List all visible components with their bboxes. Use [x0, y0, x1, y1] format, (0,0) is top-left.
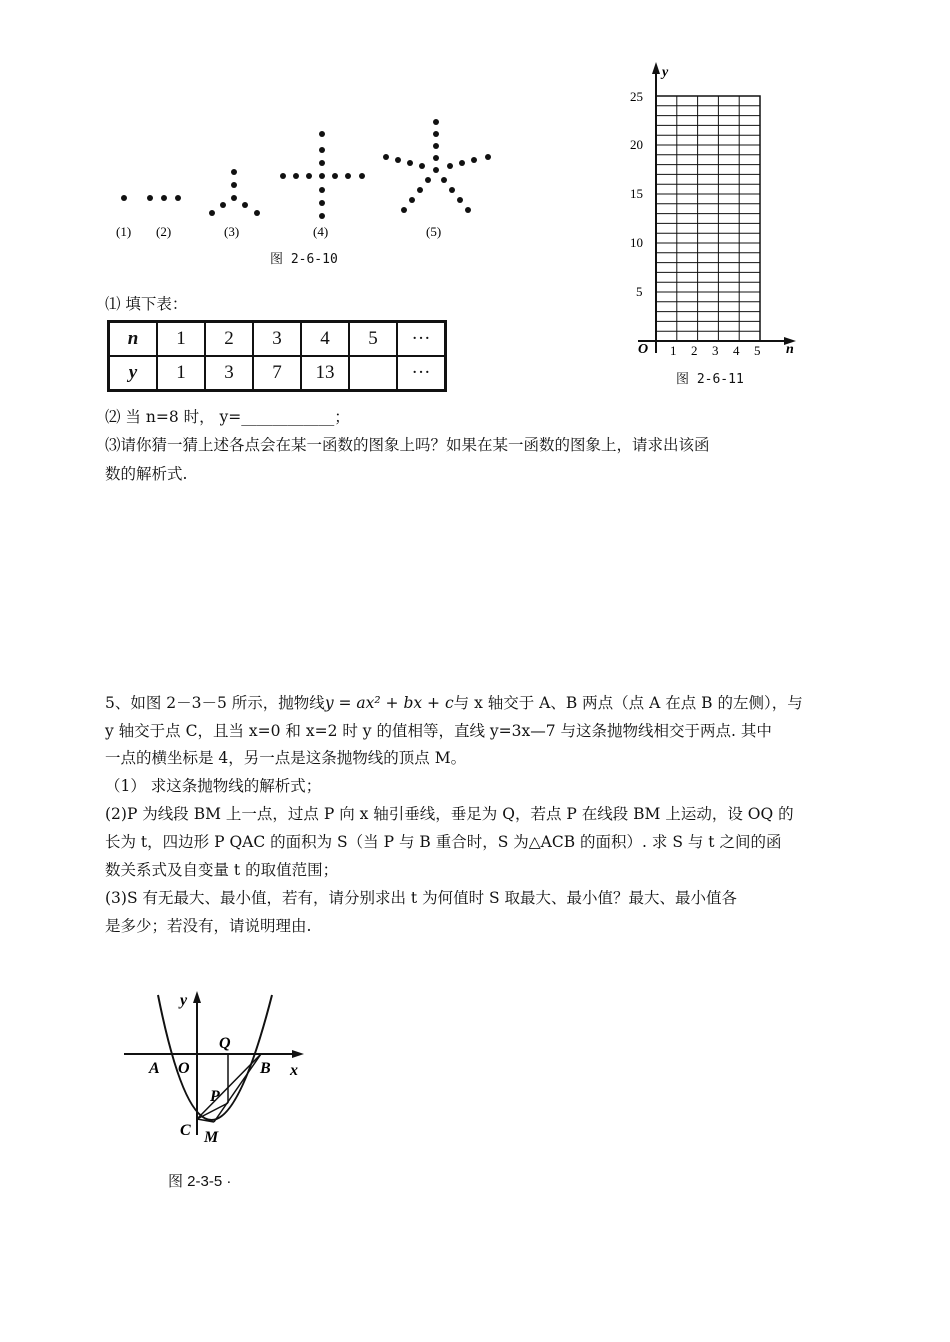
q5-line2: y 轴交于点 C，且当 x=0 和 x=2 时 y 的值相等，直线 y=3x—7 与这条抛物线相交于两点. 其中 — [105, 722, 772, 740]
table-cell: 7 — [253, 356, 301, 391]
figure-caption-2-3-5: 图 2-3-5 · — [168, 1173, 232, 1190]
y-tick-25: 25 — [630, 89, 643, 104]
table-cell: 3 — [253, 322, 301, 357]
grid-figure — [620, 58, 810, 358]
q4-part1: ⑴ 填下表： — [105, 295, 188, 313]
pattern-label-1: (1) — [116, 224, 132, 239]
fill-in-table — [107, 320, 447, 392]
table-row-n — [109, 322, 446, 357]
figure-caption-2-6-10: 图 2-6-10 — [270, 252, 338, 267]
q4-part3-line2: 数的解析式. — [105, 465, 188, 483]
y-tick-15: 15 — [630, 186, 643, 201]
y-tick-20: 20 — [630, 137, 643, 152]
table-cell: 1 — [157, 322, 205, 357]
x-label: x — [290, 1062, 298, 1079]
q5-line1-end: 与 x 轴交于 A、B 两点（点 A 在点 B 的左侧），与 — [453, 694, 803, 712]
y-tick-10: 10 — [630, 235, 643, 250]
q5-line3: 一点的横坐标是 4，另一点是这条抛物线的顶点 M。 — [105, 749, 467, 767]
pattern-label-3: (3) — [224, 224, 240, 239]
table-cell: 3 — [205, 356, 253, 391]
q4-part2: ⑵ 当 n=8 时， y=____________； — [105, 408, 350, 426]
n-tick-5: 5 — [754, 343, 761, 358]
q5-sub2-line2: 长为 t，四边形 P QAC 的面积为 S（当 P 与 B 重合时，S 为△ACB 的面积）. 求 S 与 t 之间的函 — [105, 833, 782, 851]
table-cell-blank[interactable] — [349, 356, 397, 391]
figure-caption-2-6-11: 图 2-6-11 — [676, 372, 744, 387]
pattern-label-5: (5) — [426, 224, 442, 239]
grid-border — [656, 96, 760, 341]
q4-part3-line1: ⑶请你猜一猜上述各点会在某一函数的图象上吗？如果在某一函数的图象上，请求出该函 — [105, 436, 710, 454]
pattern-label-4: (4) — [313, 224, 329, 239]
point-Q-label: Q — [219, 1035, 231, 1052]
table-cell: n — [109, 322, 158, 357]
point-A-label: A — [149, 1060, 160, 1077]
grid-lines — [656, 96, 760, 341]
y-axis-label: y — [662, 65, 669, 80]
table-row-y — [109, 356, 446, 391]
q5-sub1: （1） 求这条抛物线的解析式； — [105, 777, 322, 795]
pattern-4-dots — [280, 131, 365, 219]
pattern-5-dots — [383, 119, 491, 213]
y-label: y — [180, 992, 188, 1009]
dot-pattern-figure — [100, 110, 520, 270]
segment-CP — [197, 1103, 228, 1119]
point-O-label: O — [178, 1060, 190, 1077]
table-cell: 4 — [301, 322, 349, 357]
point-C-label: C — [180, 1122, 191, 1139]
q5-sub2-line3: 数关系式及自变量 t 的取值范围； — [105, 861, 339, 879]
y-tick-5: 5 — [636, 284, 643, 299]
table-cell: 13 — [301, 356, 349, 391]
n-tick-4: 4 — [733, 343, 740, 358]
n-tick-2: 2 — [691, 343, 698, 358]
table-cell: 1 — [157, 356, 205, 391]
table-cell: 2 — [205, 322, 253, 357]
q5-sub2-line1: (2)P 为线段 BM 上一点，过点 P 向 x 轴引垂线，垂足为 Q，若点 P 在线段 BM 上运动，设 OQ 的 — [105, 805, 794, 823]
table-cell: y — [109, 356, 158, 391]
point-B-label: B — [260, 1060, 271, 1077]
table-cell: 5 — [349, 322, 397, 357]
parabola-formula: y = ax² + bx + c — [324, 694, 454, 712]
y-axis-arrow-icon — [193, 991, 201, 1003]
origin-label: O — [638, 342, 649, 357]
pattern-3-dots — [209, 169, 260, 216]
pattern-2-dots — [147, 195, 181, 201]
parabola-figure — [120, 985, 320, 1155]
n-tick-3: 3 — [712, 343, 719, 358]
x-axis-arrow-icon — [292, 1050, 304, 1058]
n-axis-label: n — [786, 342, 794, 357]
pattern-1-dots — [121, 195, 127, 201]
y-axis-arrow-icon — [652, 62, 660, 74]
q5-sub3-line2: 是多少；若没有，请说明理由. — [105, 917, 312, 935]
pattern-label-2: (2) — [156, 224, 172, 239]
segment-MB — [214, 1054, 261, 1122]
q5-line1 — [105, 692, 803, 714]
n-tick-1: 1 — [670, 343, 677, 358]
table-cell: ··· — [397, 356, 446, 391]
q5-line1-start: 5、如图 2－3－5 所示，抛物线 — [105, 694, 325, 712]
table-cell: ··· — [397, 322, 446, 357]
q5-sub3-line1: (3)S 有无最大、最小值，若有，请分别求出 t 为何值时 S 取最大、最小值？最大、最小值各 — [105, 889, 738, 907]
point-M-label: M — [204, 1129, 219, 1146]
point-P-label: P — [210, 1088, 220, 1105]
